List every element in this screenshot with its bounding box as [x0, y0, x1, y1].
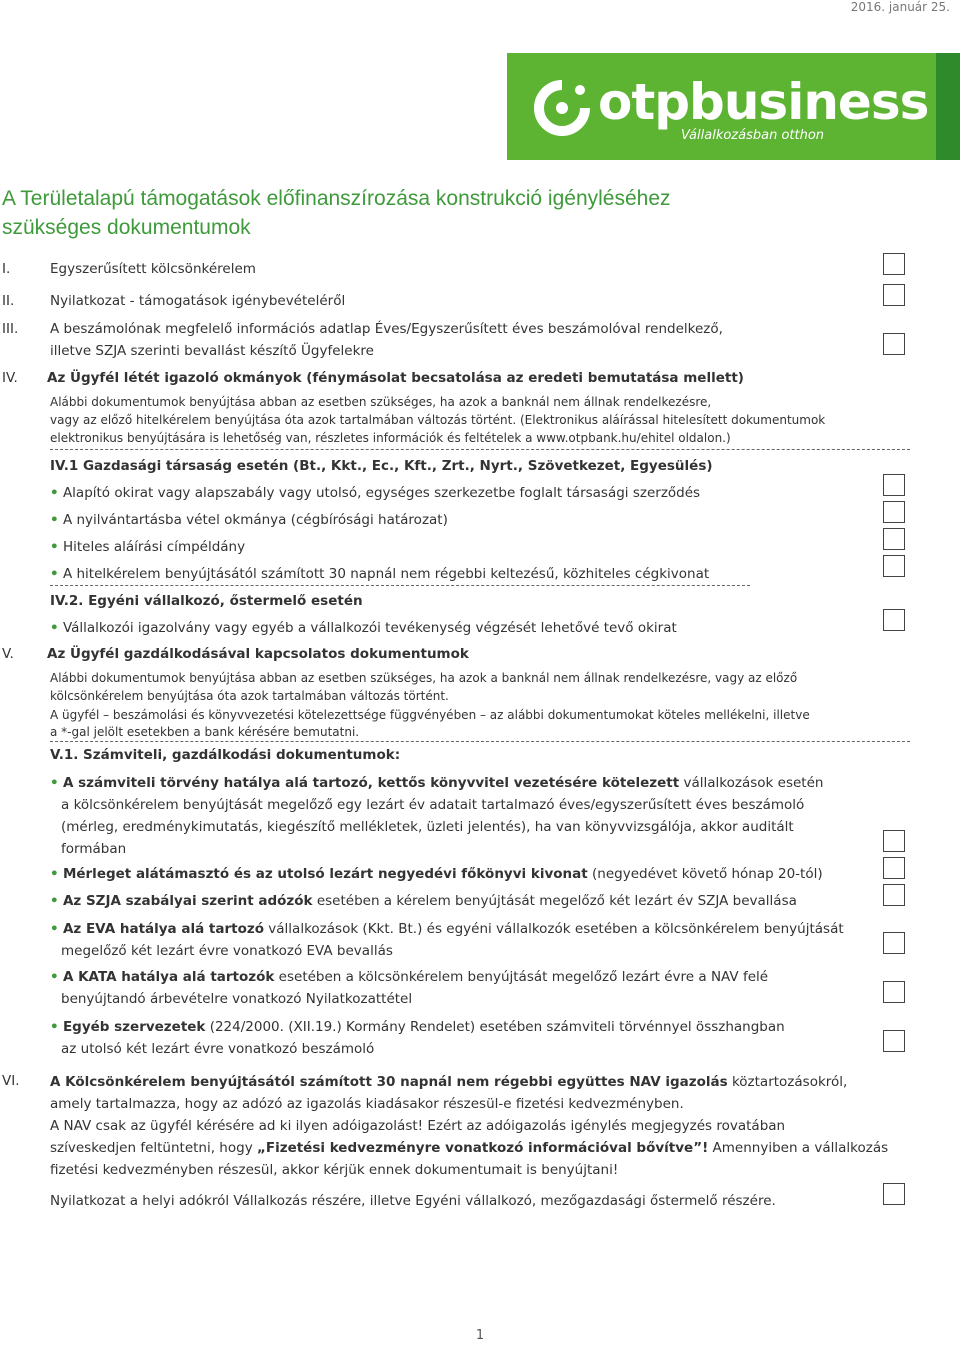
page-number: 1	[475, 1328, 485, 1343]
divider	[50, 741, 910, 742]
otp-logo-icon	[533, 79, 591, 137]
list-item: • Vállalkozói igazolvány vagy egyéb a vállalkozói tevékenység végzését lehetővé tevő okirat	[50, 620, 677, 636]
checkbox-iv1-item-3[interactable]	[883, 528, 905, 550]
page-title-line2: szükséges dokumentumok	[2, 216, 251, 239]
section-number: V.	[2, 646, 14, 662]
list-item: • A nyilvántartásba vétel okmánya (cégbírósági határozat)	[50, 512, 448, 528]
checkbox-v1-item-5[interactable]	[883, 981, 905, 1003]
section-number: I.	[2, 261, 11, 277]
divider	[50, 585, 750, 586]
section-number: II.	[2, 293, 15, 309]
list-item: • Mérleget alátámasztó és az utolsó lezárt negyedévi főkönyvi kivonat (negyedévet követő hónap 20-tól)	[50, 866, 823, 882]
section-heading: Az Ügyfél létét igazoló okmányok (fénymásolat becsatolása az eredeti bemutatása mellett)	[47, 370, 744, 386]
section-number: IV.	[2, 370, 18, 386]
checkbox-v1-item-2[interactable]	[883, 857, 905, 879]
logo-wordmark: otpbusiness	[598, 73, 929, 131]
logo-banner-stripe	[936, 53, 960, 160]
list-item: • A számviteli törvény hatálya alá tartozó, kettős könyvvitel vezetésére kötelezett vállalkozások esetén a kölcsönkérelem benyújtását megelőző egy lezárt év adatait tartalmazó éves/egyszerűsített éves beszámoló (mérleg, eredménykimutatás, kiegészítő mellékletek, üzleti jelentés), ha van könyvvizsgálója, akkor auditált formában	[50, 775, 824, 857]
document-date: 2016. január 25.	[850, 0, 950, 14]
section-note: A ügyfél – beszámolási és könyvvezetési kötelezettsége függvényében – az alábbi dokumentumokat köteles mellékelni, illetve	[50, 708, 810, 722]
section-heading: Az Ügyfél gazdálkodásával kapcsolatos dokumentumok	[47, 646, 469, 662]
section-note: Alábbi dokumentumok benyújtása abban az esetben szükséges, ha azok a banknál nem állnak rendelkezésre,	[50, 395, 712, 409]
list-item: • A KATA hatálya alá tartozók esetében a kölcsönkérelem benyújtását megelőző lezárt évre a NAV felé benyújtandó árbevételre vonatkozó Nyilatkozattétel	[50, 969, 769, 1007]
checkbox-v1-item-1[interactable]	[883, 830, 905, 852]
checkbox-iv2-item-1[interactable]	[883, 609, 905, 631]
list-item: • Egyéb szervezetek (224/2000. (XII.19.) Kormány Rendelet) esetében számviteli törvénnyel összhangban az utolsó két lezárt évre vonatkozó beszámoló	[50, 1019, 785, 1057]
section-note: a *-gal jelölt esetekben a bank kérésére bemutatni.	[50, 725, 360, 739]
checkbox-section-3[interactable]	[883, 333, 905, 355]
checkbox-v1-item-4[interactable]	[883, 932, 905, 954]
section-note: vagy az előző hitelkérelem benyújtása óta azok tartalmában változás történt. (Elektronikus aláírással hitelesített dokumentumok	[50, 413, 826, 427]
section-text: Nyilatkozat a helyi adókról Vállalkozás részére, illetve Egyéni vállalkozó, mezőgazdasági őstermelő részére.	[50, 1193, 776, 1209]
section-text: illetve SZJA szerinti bevallást készítő Ügyfelekre	[50, 343, 374, 359]
checkbox-v1-item-3[interactable]	[883, 884, 905, 906]
list-item: • Az EVA hatálya alá tartozó vállalkozások (Kkt. Bt.) és egyéni vállalkozók esetében a kölcsönkérelem benyújtását megelőző két lezárt évre vonatkozó EVA bevallás	[50, 921, 844, 959]
list-item: • Hiteles aláírási címpéldány	[50, 539, 246, 555]
checkbox-v1-item-6[interactable]	[883, 1030, 905, 1052]
page-title-line1: A Területalapú támogatások előfinanszírozása konstrukció igényléséhez	[2, 187, 671, 210]
subsection-heading: IV.2. Egyéni vállalkozó, őstermelő esetén	[50, 593, 363, 609]
section-text: A beszámolónak megfelelő információs adatlap Éves/Egyszerűsített éves beszámolóval rendelkező,	[50, 321, 723, 337]
checkbox-section-2[interactable]	[883, 284, 905, 306]
checkbox-iv1-item-4[interactable]	[883, 555, 905, 577]
section-text: A Kölcsönkérelem benyújtásától számított 30 napnál nem régebbi együttes NAV igazolás köztartozásokról, amely tartalmazza, hogy az adózó az igazolás kiadásakor részesül-e fizetési kedvezményben. A NAV csak az ügyfél kérésére ad ki ilyen adóigazolást! Ezért az adóigazolás igénylés megjegyzés rovatában szíveskedjen feltüntetni, hogy „Fizetési kedvezményre vonatkozó információval bővítve”! Amennyiben a vállalkozás fizetési kedvezményben részesül, akkor kérjük ennek dokumentumait is benyújtani!	[50, 1074, 889, 1178]
section-note: elektronikus benyújtására is lehetőség van, részletes információk és feltételek a www.otpbank.hu/ehitel oldalon.)	[50, 431, 731, 445]
list-item: • Az SZJA szabályai szerint adózók esetében a kérelem benyújtását megelőző két lezárt év SZJA bevallása	[50, 893, 797, 909]
section-text: Nyilatkozat - támogatások igénybevételéről	[50, 293, 346, 309]
logo-tagline: Vállalkozásban otthon	[681, 128, 825, 143]
subsection-heading: IV.1 Gazdasági társaság esetén (Bt., Kkt., Ec., Kft., Zrt., Nyrt., Szövetkezet, Egyesülés)	[50, 458, 713, 474]
page-title	[2, 184, 802, 242]
section-note: Alábbi dokumentumok benyújtása abban az esetben szükséges, ha azok a banknál nem állnak rendelkezésre, vagy az előző	[50, 671, 798, 685]
list-item: • A hitelkérelem benyújtásától számított 30 napnál nem régebbi keltezésű, közhiteles cégkivonat	[50, 566, 710, 582]
checkbox-section-6[interactable]	[883, 1183, 905, 1205]
checkbox-section-1[interactable]	[883, 253, 905, 275]
checkbox-iv1-item-2[interactable]	[883, 501, 905, 523]
section-text: Egyszerűsített kölcsönkérelem	[50, 261, 256, 277]
checkbox-iv1-item-1[interactable]	[883, 474, 905, 496]
list-item: • Alapító okirat vagy alapszabály vagy utolsó, egységes szerkezetbe foglalt társasági szerződés	[50, 485, 701, 501]
section-number: VI.	[2, 1073, 20, 1089]
subsection-heading: V.1. Számviteli, gazdálkodási dokumentumok:	[50, 747, 401, 763]
divider	[50, 449, 910, 450]
section-note: kölcsönkérelem benyújtása óta azok tartalmában változás történt.	[50, 689, 449, 703]
section-number: III.	[2, 321, 19, 337]
